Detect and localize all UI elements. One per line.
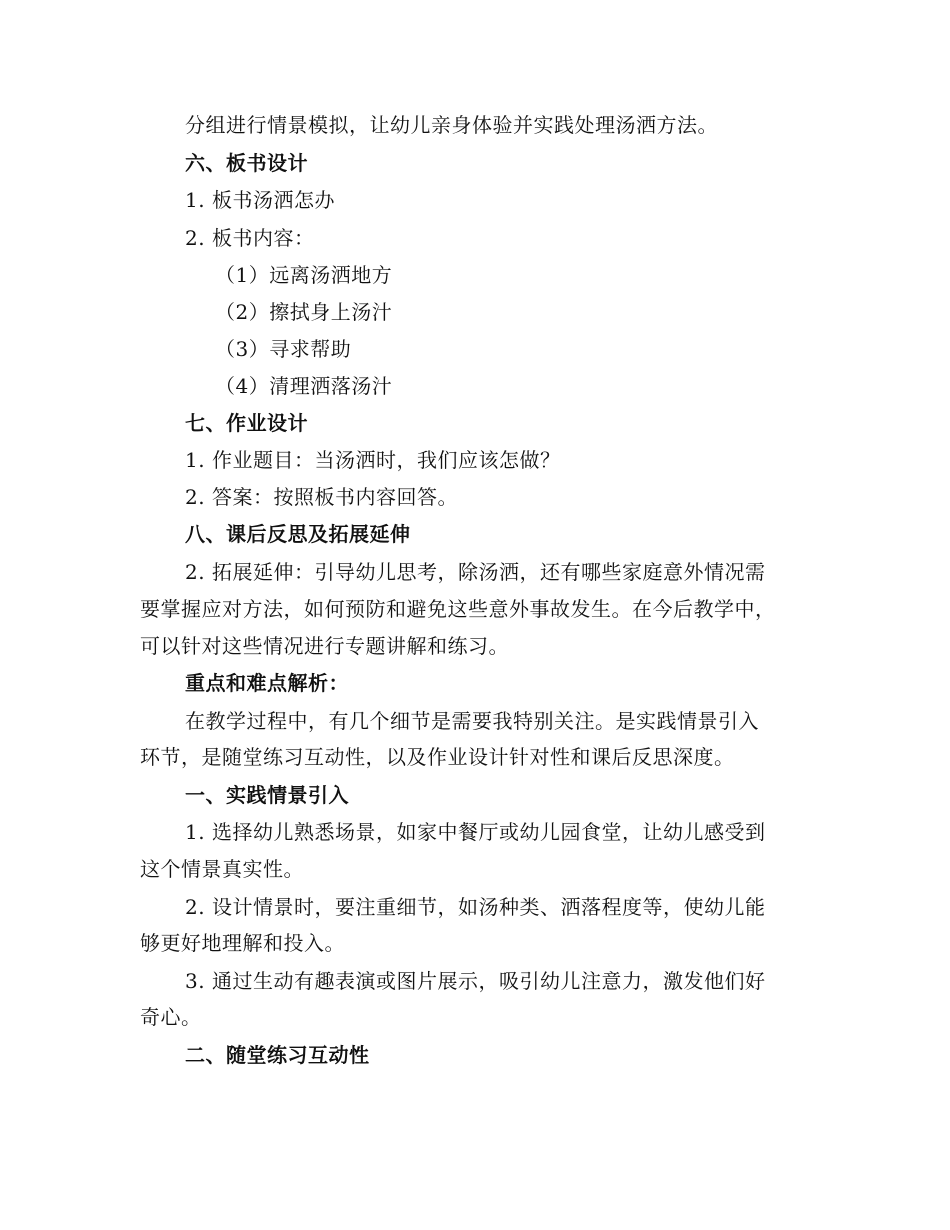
part-1-item-2-line-2: 够更好地理解和投入。 bbox=[140, 931, 345, 955]
part-1-item-3-line-1: 3. 通过生动有趣表演或图片展示，吸引幼儿注意力，激发他们好 bbox=[185, 969, 766, 993]
section-8-heading: 八、课后反思及拓展延伸 bbox=[185, 522, 411, 546]
section-6-item-2: 2. 板书内容： bbox=[185, 226, 315, 250]
section-8-item-2-line-3: 可以针对这些情况进行专题讲解和练习。 bbox=[140, 634, 509, 658]
part-2-heading: 二、随堂练习互动性 bbox=[185, 1043, 370, 1067]
part-1-item-2-line-1: 2. 设计情景时，要注重细节，如汤种类、洒落程度等，使幼儿能 bbox=[185, 895, 766, 919]
section-6-subitem-2: （2）擦拭身上汤汁 bbox=[215, 300, 393, 324]
section-8-item-2-line-1: 2. 拓展延伸：引导幼儿思考，除汤洒，还有哪些家庭意外情况需 bbox=[185, 560, 766, 584]
analysis-heading: 重点和难点解析： bbox=[185, 671, 349, 695]
section-6-subitem-3: （3）寻求帮助 bbox=[215, 337, 352, 361]
section-6-item-1: 1. 板书汤洒怎办 bbox=[185, 188, 335, 212]
part-1-item-3-line-2: 奇心。 bbox=[140, 1005, 202, 1029]
part-1-item-1-line-2: 这个情景真实性。 bbox=[140, 857, 304, 881]
section-7-item-1: 1. 作业题目：当汤洒时，我们应该怎做？ bbox=[185, 448, 561, 472]
analysis-paragraph-line-2: 环节，是随堂练习互动性，以及作业设计针对性和课后反思深度。 bbox=[140, 745, 735, 769]
section-7-item-2: 2. 答案：按照板书内容回答。 bbox=[185, 485, 458, 509]
section-6-heading: 六、板书设计 bbox=[185, 151, 308, 175]
section-6-subitem-1: （1）远离汤洒地方 bbox=[215, 263, 393, 287]
intro-continuation: 分组进行情景模拟，让幼儿亲身体验并实践处理汤洒方法。 bbox=[185, 113, 718, 137]
section-8-item-2-line-2: 要掌握应对方法，如何预防和避免这些意外事故发生。在今后教学中， bbox=[140, 597, 776, 621]
part-1-heading: 一、实践情景引入 bbox=[185, 783, 349, 807]
analysis-paragraph-line-1: 在教学过程中，有几个细节是需要我特别关注。是实践情景引入 bbox=[185, 709, 759, 733]
section-7-heading: 七、作业设计 bbox=[185, 411, 308, 435]
section-6-subitem-4: （4）清理洒落汤汁 bbox=[215, 374, 393, 398]
part-1-item-1-line-1: 1. 选择幼儿熟悉场景，如家中餐厅或幼儿园食堂，让幼儿感受到 bbox=[185, 820, 766, 844]
